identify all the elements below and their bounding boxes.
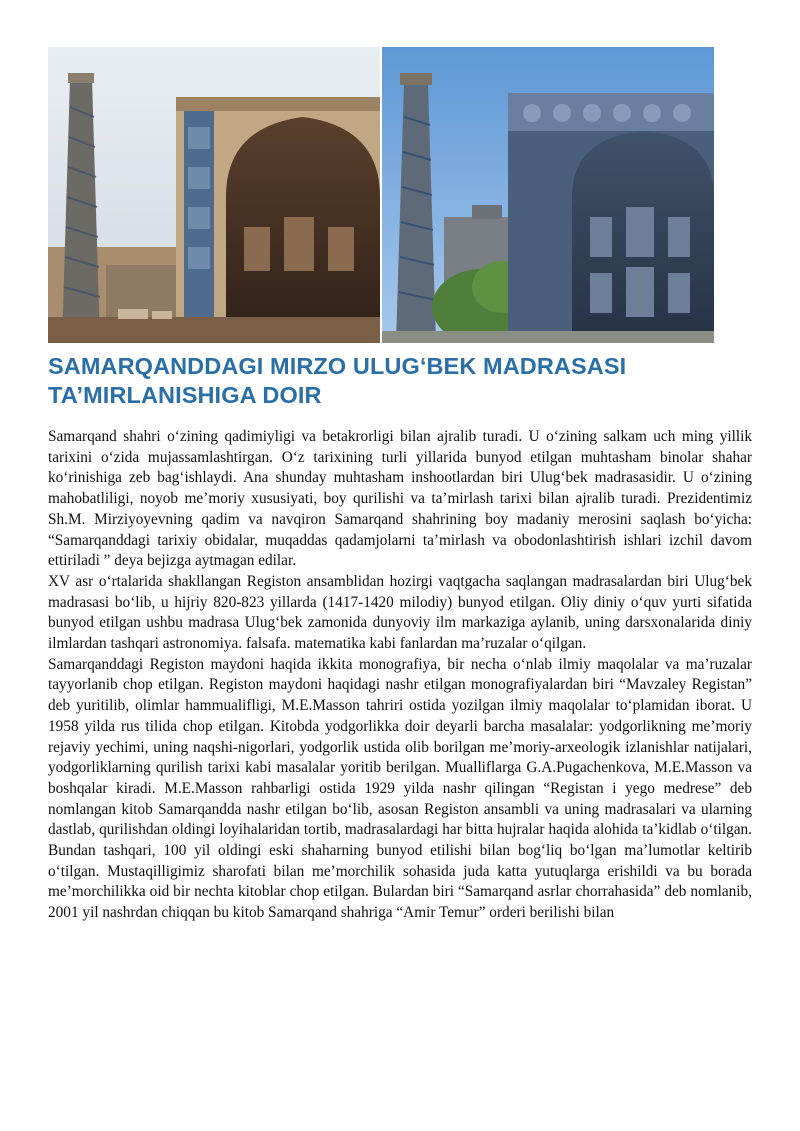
paragraph-2: XV asr o‘rtalarida shakllangan Registon ansamblidan hozirgi vaqtgacha saqlangan madrasalardan biri Ulug‘bek madrasasi bo‘lib, u hijriy 820-823 yillarda (1417-1420 milodiy) bunyod etilgan. Oliy diniy o‘quv yurti sifatida bunyod etilgan ushbu madrasa Ulug‘bek zamonida dunyoviy ilm markaziga aylanib, uning darsxonalarida diniy ilmlardan tashqari astronomiya. falsafa. matematika kabi fanlardan ma’ruzalar o‘qilgan. bbox=[48, 572, 752, 653]
article-body bbox=[48, 427, 752, 924]
madrasa-photo-left bbox=[48, 47, 380, 343]
madrasa-photo-right bbox=[382, 47, 714, 343]
madrasa-photos bbox=[48, 47, 714, 343]
madrasa-photo-left-image bbox=[48, 47, 380, 343]
paragraph-3: Samarqanddagi Registon maydoni haqida ikkita monografiya, bir necha o‘nlab ilmiy maqolalar va ma’ruzalar tayyorlanib chop etilgan. Registon maydoni haqidagi nashr etilgan monografiyalardan biri “Mavzaley Registan” deb yuritilib, olimlar hammualifligi, M.E.Masson tahriri ostida yozilgan ilmiy maqolalar to‘plamidan iborat. U 1958 yilda rus tilida chop etilgan. Kitobda yodgorlikka doir deyarli barcha masalalar: yodgorlikning me’moriy rejaviy yechimi, uning naqshi-nigorlari, yodgorlik ustida olib borilgan me’moriy-arxeologik izlanishlar natijalari, yodgorliklarning qurilish tarixi kabi masalalar yoritib berilgan. Mualliflarga G.A.Pugachenkova, M.E.Masson va boshqalar kiradi. M.E.Masson rahbarligi ostida 1929 yilda nashr qilingan “Registan i yego medrese” deb nomlangan kitob Samarqandda nashr etilgan bo‘lib, asosan Registon ansambli va uning madrasalari va ularning dastlab, qurilishdan oldingi loyihalaridan tortib, madrasalardagi har bitta hujralar haqida alohida ta’kidlab o‘tilgan. Bundan tashqari, 100 yil oldingi eski shaharning bunyod etilishi bilan bog‘liq bo‘lgan ma’lumotlar keltirib o‘tilgan. Mustaqilligimiz sharofati bilan me’morchilik sohasida juda katta yutuqlarga erishildi va bu borada me’morchilikka oid bir nechta kitoblar chop etilgan. Bulardan biri “Samarqand asrlar chorrahasida” deb nomlanib, 2001 yil nashrdan chiqqan bu kitob Samarqand shahriga “Amir Temur” orderi berilishi bilan bbox=[48, 655, 752, 922]
article-title bbox=[48, 352, 758, 410]
madrasa-photo-right-image bbox=[382, 47, 714, 343]
paragraph-1: Samarqand shahri o‘zining qadimiyligi va betakrorligi bilan ajralib turadi. U o‘zining salkam uch ming yillik tarixini o‘zida mujassamlashtirgan. O‘z tarixining turli yillarida bunyod etilgan muhtasham binolar shahar ko‘rinishiga zeb bag‘ishlaydi. Ana shunday muhtasham inshootlardan biri Ulug‘bek madrasasidir. U o‘zining mahobatliligi, noyob me’moriy xususiyati, boy qurilishi va ta’mirlash tarixi bilan ajralib turadi. Prezidentimiz Sh.M. Mirziyoyevning qadim va navqiron Samarqand shahrining boy madaniy merosini saqlash bo‘yicha: “Samarqanddagi tarixiy obidalar, muqaddas qadamjolarni ta’mirlash va obodonlashtirish ishlari izchil davom ettiriladi ” deya bejizga aytmagan edilar. bbox=[48, 428, 752, 570]
title-line-1: SAMARQANDDAGI MIRZO ULUG‘BEK MADRASASI bbox=[48, 353, 627, 379]
title-line-2: TA’MIRLANISHIGA DOIR bbox=[48, 382, 322, 408]
